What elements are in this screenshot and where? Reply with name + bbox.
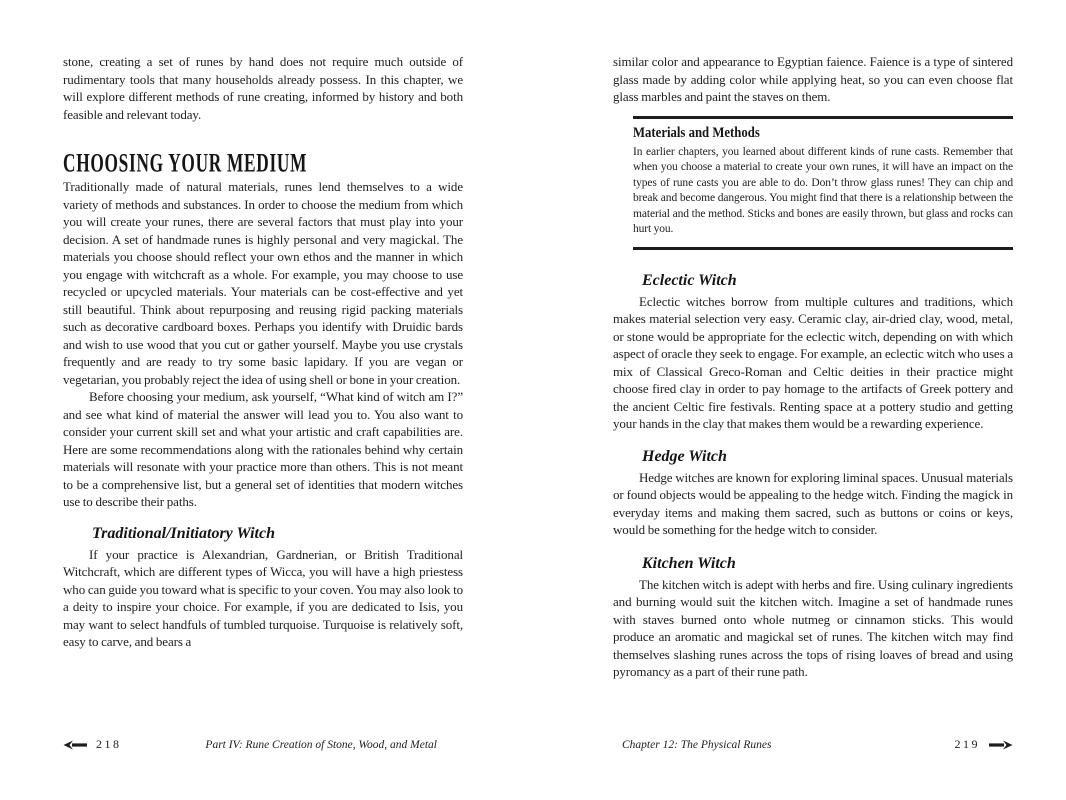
- arrow-fleuron-right-icon: [987, 740, 1013, 750]
- right-page-text-column: [613, 53, 1013, 681]
- page-number-left: 218: [96, 737, 122, 751]
- intro-paragraph: stone, creating a set of runes by hand does not require much outside of rudimentary tools that many households already possess. In this chapter, we will explore different methods of rune creating, informed by history and both feasible and relevant today.: [63, 54, 463, 122]
- subheading-kitchen-witch: Kitchen Witch: [642, 554, 736, 572]
- left-page-footer: [63, 737, 463, 752]
- arrow-fleuron-left-icon: [63, 740, 89, 750]
- before-choosing-paragraph: Before choosing your medium, ask yourself, “What kind of witch am I?” and see what kind of material the answer will lead you to. You also want to consider your current skill set and what your artistic and craft capabilities are. Here are some recommendations along with the rationales behind why certain materials will resonate with your practice more than others. This is not meant to be a comprehensive list, but a general set of identities that modern witches use to describe their paths.: [63, 389, 463, 509]
- right-footer-number-group: [955, 737, 1014, 752]
- kitchen-witch-paragraph: The kitchen witch is adept with herbs and fire. Using culinary ingredients and burning would suit the kitchen witch. Imagine a set of handmade runes with staves burned onto whole nutmeg or cinnamon sticks. This would produce an aromatic and magickal set of runes. The kitchen witch may find themselves slashing runes across the tops of rising loaves of bread and using pyromancy as a part of their rune path.: [613, 576, 1013, 679]
- subheading-hedge-witch: Hedge Witch: [642, 447, 727, 465]
- hedge-witch-paragraph: Hedge witches are known for exploring liminal spaces. Unusual materials or found objects would be appealing to the hedge witch. Finding the magick in everyday items and making them sacred, such as buttons or coins or keys, would be something for the hedge witch to consider.: [613, 469, 1013, 537]
- subheading-eclectic-witch: Eclectic Witch: [642, 271, 737, 289]
- left-page-text-column: [63, 53, 463, 651]
- subheading-traditional-witch: Traditional/Initiatory Witch: [92, 524, 275, 542]
- eclectic-witch-paragraph: Eclectic witches borrow from multiple cultures and traditions, which makes material selection very easy. Ceramic clay, air-dried clay, wood, metal, or stone would be appropriate for the eclectic witch, depending on with which aspect of oracle they seek to engage. For example, an eclectic witch who uses a mix of Classical Greco-Roman and Celtic deities in their practice might choose fired clay in order to pay homage to the artifacts of Greek pottery and the ancient Celtic fire festivals. Renting space at a pottery studio and getting your hands in the clay that makes them would be a rewarding experience.: [613, 293, 1013, 431]
- chapter-section-heading: CHOOSING YOUR MEDIUM: [63, 149, 308, 179]
- chapter-footer-title: Chapter 12: The Physical Runes: [622, 738, 772, 751]
- sidebar-title: Materials and Methods: [633, 124, 760, 141]
- sidebar-body: In earlier chapters, you learned about different kinds of rune casts. Remember that when you choose a material to create your own runes, it will have an impact on the types of rune casts you are able to do. Don’t throw glass runes! They can chip and break and become dangerous. You might find that there is a relationship between the material and the method. Sticks and bones are easily thrown, but glass and rocks can hurt you.: [633, 145, 1013, 235]
- right-page-footer: [613, 737, 1013, 752]
- part-footer-title: Part IV: Rune Creation of Stone, Wood, and Metal: [205, 738, 437, 751]
- traditional-witch-paragraph: If your practice is Alexandrian, Gardnerian, or British Traditional Witchcraft, which are different types of Wicca, you will have a high priestess who can guide you toward what is specific to your coven. You may also look to a deity to inspire your choice. For example, if you are dedicated to Isis, you may want to select handfuls of tumbled turquoise. Turquoise is relatively soft, easy to carve, and bears a: [63, 546, 463, 649]
- continuation-paragraph: similar color and appearance to Egyptian faience. Faience is a type of sintered glass made by adding color while applying heat, so you can even choose flat glass marbles and paint the staves on them.: [613, 54, 1013, 104]
- medium-paragraph: Traditionally made of natural materials, runes lend themselves to a wide variety of methods and substances. In order to choose the medium from which you will create your runes, there are several factors that must play into your decision. A set of handmade runes is highly personal and very magickal. The materials you choose should reflect your own ethos and the manner in which you engage with witchcraft as a whole. For example, you may choose to use recycled or upcycled materials. Your materials can be cost-effective and yet still beautiful. Think about repurposing and reusing rigid packing materials such as decorative cardboard boxes. Perhaps you identify with Druidic bards and wish to use wood that you cut or gather yourself. Maybe you use crystals frequently and are ready to try some basic lapidary. If you are vegan or vegetarian, you probably reject the idea of using shell or bone in your creation.: [63, 179, 463, 387]
- materials-methods-sidebar: [633, 116, 1013, 250]
- page-number-right: 219: [954, 737, 980, 751]
